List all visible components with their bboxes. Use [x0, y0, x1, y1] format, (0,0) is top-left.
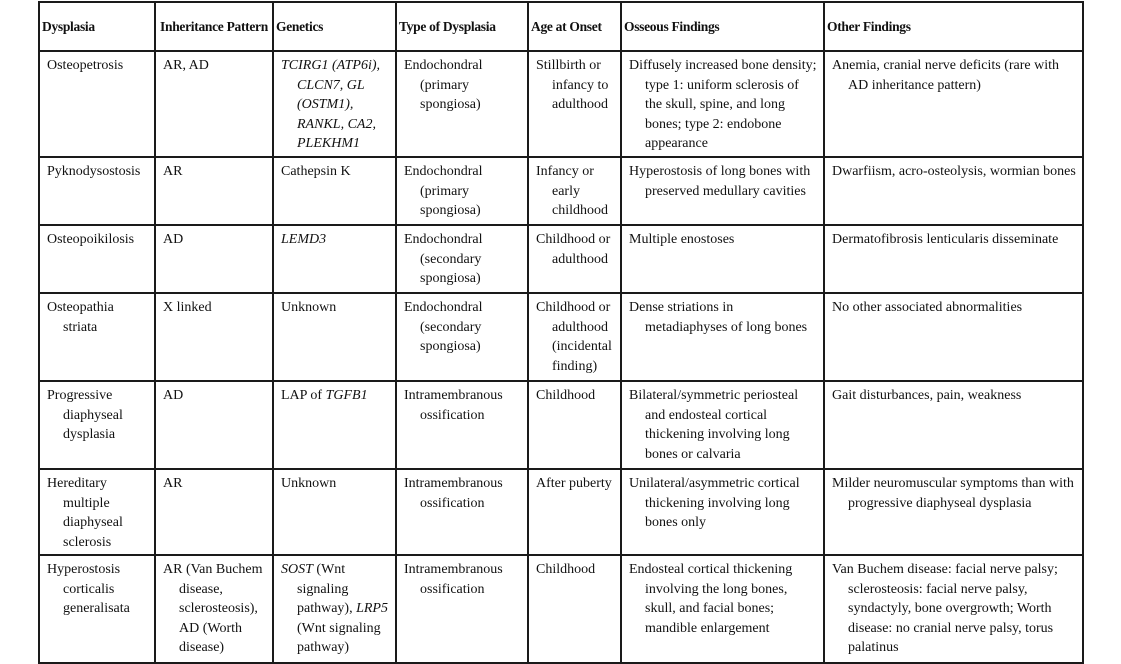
- onset-text: Stillbirth or infancy to adulthood: [536, 58, 609, 112]
- header-dysplasia: Dysplasia: [39, 2, 155, 51]
- cell-other: [824, 157, 1083, 225]
- osseous-text: Bilateral/symmetric periosteal and endosteal cortical thickening involving long bones or calvaria: [629, 388, 799, 462]
- cell-other: [824, 469, 1083, 555]
- cell-inheritance: [155, 555, 273, 663]
- genetics-note: (Wnt signaling pathway): [297, 620, 381, 655]
- header-row: [39, 2, 1083, 51]
- gene-name: TGFB1: [325, 388, 368, 403]
- cell-type: [396, 51, 528, 157]
- genetics-text: [281, 560, 391, 658]
- header-age-at-onset: Age at Onset: [528, 2, 621, 51]
- other-text: Dwarfiism, acro-osteolysis, wormian bones: [832, 164, 1076, 179]
- cell-onset: [528, 469, 621, 555]
- onset-text: Childhood or adulthood (incidental finding): [536, 300, 612, 374]
- osseous-text: Diffusely increased bone density; type 1: uniform sclerosis of the skull, spine, and long bones; type 2: endobone appearance: [629, 58, 817, 151]
- onset-text: Childhood: [536, 562, 596, 577]
- inheritance-text: AR, AD: [163, 58, 209, 73]
- cell-genetics: [273, 469, 396, 555]
- gene-name: LEMD3: [281, 232, 327, 247]
- cell-genetics: [273, 51, 396, 157]
- table-row: [39, 157, 1083, 225]
- cell-inheritance: [155, 293, 273, 381]
- inheritance-text: AR: [163, 476, 183, 491]
- inheritance-text: AD: [163, 232, 184, 247]
- inheritance-text: AR: [163, 164, 183, 179]
- gene-name: TCIRG1 (ATP6i), CLCN7, GL (OSTM1), RANKL, CA2, PLEKHM1: [281, 58, 381, 151]
- header-inheritance-pattern: Inheritance Pattern: [155, 2, 273, 51]
- cell-inheritance: [155, 225, 273, 293]
- cell-type: [396, 225, 528, 293]
- cell-onset: [528, 51, 621, 157]
- cell-dysplasia: [39, 225, 155, 293]
- cell-type: [396, 469, 528, 555]
- cell-inheritance: [155, 469, 273, 555]
- cell-other: [824, 225, 1083, 293]
- dysplasia-text: Osteopetrosis: [47, 58, 124, 73]
- genetics-text: [281, 162, 391, 182]
- header-genetics: Genetics: [273, 2, 396, 51]
- cell-onset: [528, 555, 621, 663]
- osseous-text: Unilateral/asymmetric cortical thickening involving long bones only: [629, 476, 800, 530]
- genetics-note: Cathepsin K: [281, 164, 351, 179]
- onset-text: After puberty: [536, 476, 612, 491]
- table-row: [39, 555, 1083, 663]
- cell-osseous: [621, 381, 824, 469]
- dysplasia-text: Osteopoikilosis: [47, 232, 135, 247]
- inheritance-text: AR (Van Buchem disease, sclerosteosis), AD (Worth disease): [163, 562, 263, 655]
- other-text: Milder neuromuscular symptoms than with progressive diaphyseal dysplasia: [832, 476, 1074, 511]
- dysplasia-text: Pyknodysostosis: [47, 164, 141, 179]
- type-text: Endochondral (primary spongiosa): [404, 58, 483, 112]
- cell-genetics: [273, 225, 396, 293]
- cell-onset: [528, 293, 621, 381]
- cell-inheritance: [155, 157, 273, 225]
- type-text: Intramembranous ossification: [404, 562, 503, 597]
- table-row: [39, 51, 1083, 157]
- cell-type: [396, 157, 528, 225]
- cell-genetics: [273, 157, 396, 225]
- type-text: Intramembranous ossification: [404, 476, 503, 511]
- type-text: Endochondral (secondary spongiosa): [404, 232, 483, 286]
- type-text: Endochondral (secondary spongiosa): [404, 300, 483, 354]
- other-text: Anemia, cranial nerve deficits (rare with AD inheritance pattern): [832, 58, 1060, 93]
- onset-text: Infancy or early childhood: [536, 164, 608, 218]
- cell-other: [824, 51, 1083, 157]
- genetics-text: [281, 56, 391, 154]
- cell-other: [824, 555, 1083, 663]
- other-text: Dermatofibrosis lenticularis disseminate: [832, 232, 1059, 247]
- cell-dysplasia: [39, 51, 155, 157]
- table-row: [39, 381, 1083, 469]
- gene-name: LRP5: [356, 601, 388, 616]
- cell-osseous: [621, 51, 824, 157]
- dysplasia-text: Progressive diaphyseal dysplasia: [47, 388, 123, 442]
- other-text: Gait disturbances, pain, weakness: [832, 388, 1022, 403]
- dysplasia-text: Hereditary multiple diaphyseal sclerosis: [47, 476, 123, 550]
- cell-osseous: [621, 469, 824, 555]
- cell-type: [396, 381, 528, 469]
- genetics-note: LAP of: [281, 388, 326, 403]
- cell-other: [824, 293, 1083, 381]
- inheritance-text: AD: [163, 388, 184, 403]
- dysplasia-table: [38, 1, 1084, 664]
- cell-inheritance: [155, 51, 273, 157]
- inheritance-text: X linked: [163, 300, 212, 315]
- header-type-of-dysplasia: Type of Dysplasia: [396, 2, 528, 51]
- genetics-text: [281, 386, 391, 406]
- genetics-note: Unknown: [281, 476, 337, 491]
- onset-text: Childhood or adulthood: [536, 232, 611, 267]
- osseous-text: Multiple enostoses: [629, 232, 735, 247]
- genetics-text: [281, 230, 391, 250]
- cell-dysplasia: [39, 469, 155, 555]
- type-text: Intramembranous ossification: [404, 388, 503, 423]
- cell-dysplasia: [39, 381, 155, 469]
- other-text: No other associated abnormalities: [832, 300, 1023, 315]
- cell-genetics: [273, 293, 396, 381]
- cell-dysplasia: [39, 293, 155, 381]
- cell-genetics: [273, 381, 396, 469]
- cell-type: [396, 293, 528, 381]
- cell-onset: [528, 157, 621, 225]
- dysplasia-text: Osteopathia striata: [47, 300, 114, 335]
- genetics-text: [281, 474, 391, 494]
- table-row: [39, 293, 1083, 381]
- cell-onset: [528, 225, 621, 293]
- cell-inheritance: [155, 381, 273, 469]
- cell-dysplasia: [39, 555, 155, 663]
- other-text: Van Buchem disease: facial nerve palsy; sclerosteosis: facial nerve palsy, syndactyly, bone overgrowth; Worth disease: no cranial nerve palsy, torus palatinus: [832, 562, 1058, 655]
- onset-text: Childhood: [536, 388, 596, 403]
- cell-type: [396, 555, 528, 663]
- osseous-text: Hyperostosis of long bones with preserved medullary cavities: [629, 164, 811, 199]
- cell-dysplasia: [39, 157, 155, 225]
- cell-osseous: [621, 225, 824, 293]
- type-text: Endochondral (primary spongiosa): [404, 164, 483, 218]
- cell-osseous: [621, 555, 824, 663]
- gene-name: SOST: [281, 562, 313, 577]
- table-row: [39, 225, 1083, 293]
- cell-osseous: [621, 293, 824, 381]
- osseous-text: Endosteal cortical thickening involving the long bones, skull, and facial bones; mandible enlargement: [629, 562, 793, 636]
- osseous-text: Dense striations in metadiaphyses of long bones: [629, 300, 808, 335]
- cell-genetics: [273, 555, 396, 663]
- cell-other: [824, 381, 1083, 469]
- genetics-note: (Wnt signaling pathway),: [297, 562, 357, 616]
- genetics-note: Unknown: [281, 300, 337, 315]
- cell-osseous: [621, 157, 824, 225]
- header-other-findings: Other Findings: [824, 2, 1083, 51]
- cell-onset: [528, 381, 621, 469]
- table-row: [39, 469, 1083, 555]
- header-osseous-findings: Osseous Findings: [621, 2, 824, 51]
- genetics-text: [281, 298, 391, 318]
- dysplasia-text: Hyperostosis corticalis generalisata: [47, 562, 130, 616]
